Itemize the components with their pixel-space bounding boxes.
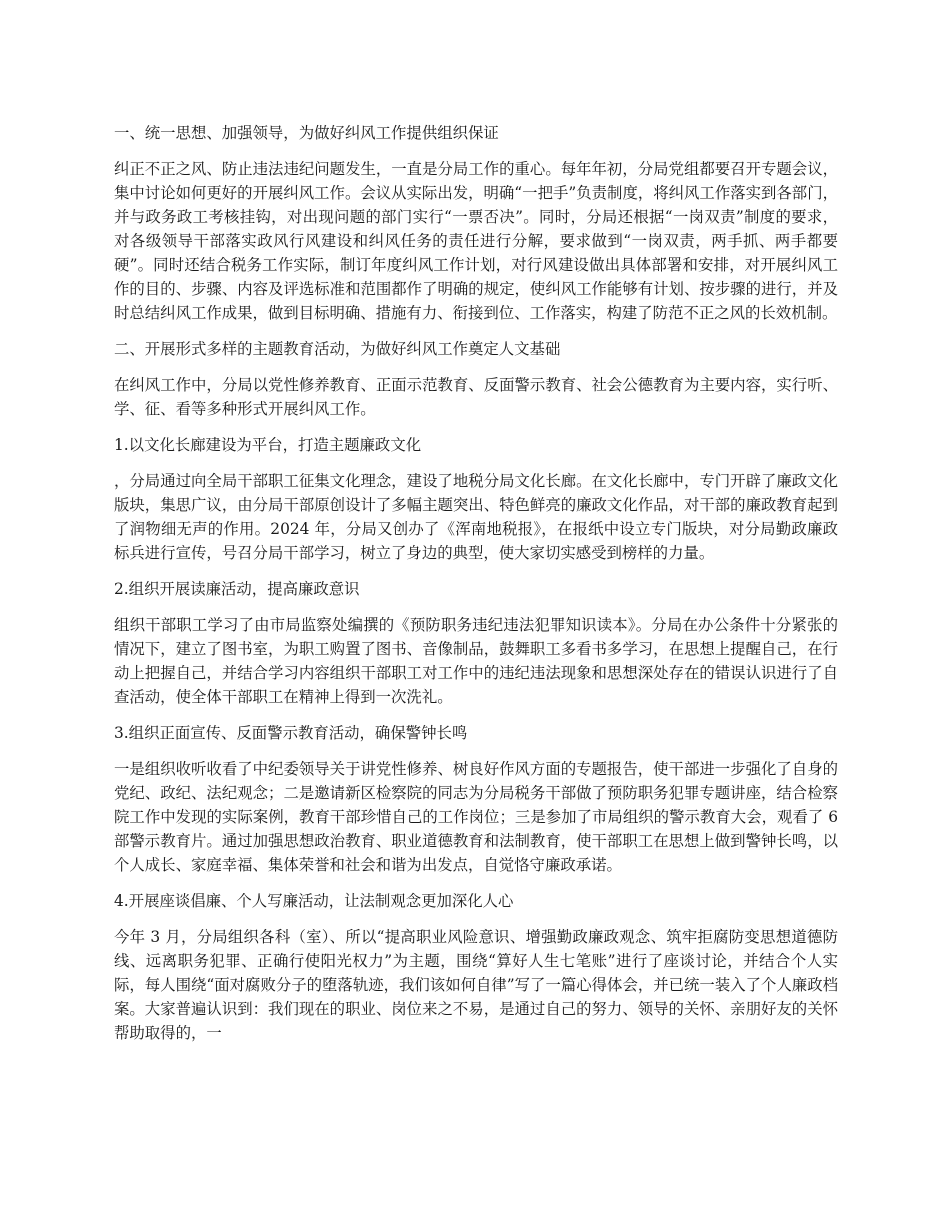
subsection-heading: 1.以文化长廊建设为平台，打造主题廉政文化 <box>114 436 422 454</box>
section-paragraph: 一是组织收听收看了中纪委领导关于讲党性修养、树良好作风方面的专题报告，使干部进一步强化了自身的党纪、政纪、法纪观念；二是邀请新区检察院的同志为分局税务干部做了预防职务犯罪专题讲座，结合检察院工作中发现的实际案例，教育干部珍惜自己的工作岗位；三是参加了市局组织的警示教育大会，观看了 6 部警示教育片。通过加强思想政治教育、职业道德教育和法制教育，使干部职工在思想上做到警钟长鸣，以个人成长、家庭幸福、集体荣誉和社会和谐为出发点，自觉恪守廉政承诺。 <box>114 760 838 874</box>
document-body <box>114 121 838 1045</box>
subsection-heading: 3.组织正面宣传、反面警示教育活动，确保警钟长鸣 <box>114 724 468 742</box>
section-paragraph: ，分局通过向全局干部职工征集文化理念，建设了地税分局文化长廊。在文化长廊中，专门开辟了廉政文化版块，集思广议，由分局干部原创设计了多幅主题突出、特色鲜亮的廉政文化作品，对干部的廉政教育起到了润物细无声的作用。2024 年，分局又创办了《浑南地税报》，在报纸中设立专门版块，对分局勤政廉政标兵进行宣传，号召分局干部学习，树立了身边的典型，使大家切实感受到榜样的力量。 <box>114 472 838 562</box>
section-paragraph: 纠正不正之风、防止违法违纪问题发生，一直是分局工作的重心。每年年初，分局党组都要召开专题会议，集中讨论如何更好的开展纠风工作。会议从实际出发，明确“一把手”负责制度，将纠风工作落实到各部门，并与政务政工考核挂钩，对出现问题的部门实行“一票否决”。同时，分局还根据“一岗双责”制度的要求，对各级领导干部落实政风行风建设和纠风任务的责任进行分解，要求做到“一岗双责，两手抓、两手都要硬”。同时还结合税务工作实际，制订年度纠风工作计划，对行风建设做出具体部署和安排，对开展纠风工作的目的、步骤、内容及评选标准和范围都作了明确的规定，使纠风工作能够有计划、按步骤的进行，并及时总结纠风工作成果，做到目标明确、措施有力、衔接到位、工作落实，构建了防范不正之风的长效机制。 <box>114 160 838 322</box>
section-heading: 二、开展形式多样的主题教育活动，为做好纠风工作奠定人文基础 <box>114 340 561 358</box>
subsection-heading: 4.开展座谈倡廉、个人写廉活动，让法制观念更加深化人心 <box>114 892 514 910</box>
section-paragraph: 在纠风工作中，分局以党性修养教育、正面示范教育、反面警示教育、社会公德教育为主要内容，实行听、学、征、看等多种形式开展纠风工作。 <box>114 376 838 418</box>
section-paragraph: 组织干部职工学习了由市局监察处编撰的《预防职务违纪违法犯罪知识读本》。分局在办公条件十分紧张的情况下，建立了图书室，为职工购置了图书、音像制品，鼓舞职工多看书多学习，在思想上提醒自己，在行动上把握自己，并结合学习内容组织干部职工对工作中的违纪违法现象和思想深处存在的错误认识进行了自查活动，使全体干部职工在精神上得到一次洗礼。 <box>114 616 838 706</box>
section-heading: 一、统一思想、加强领导，为做好纠风工作提供组织保证 <box>114 124 499 142</box>
subsection-heading: 2.组织开展读廉活动，提高廉政意识 <box>114 580 360 598</box>
section-paragraph: 今年 3 月，分局组织各科（室）、所以“提高职业风险意识、增强勤政廉政观念、筑牢拒腐防变思想道德防线、远离职务犯罪、正确行使阳光权力”为主题，围绕“算好人生七笔账”进行了座谈讨论，并结合个人实际，每人围绕“面对腐败分子的堕落轨迹，我们该如何自律”写了一篇心得体会，并已统一装入了个人廉政档案。大家普遍认识到：我们现在的职业、岗位来之不易，是通过自己的努力、领导的关怀、亲朋好友的关怀帮助取得的，一 <box>114 928 838 1042</box>
